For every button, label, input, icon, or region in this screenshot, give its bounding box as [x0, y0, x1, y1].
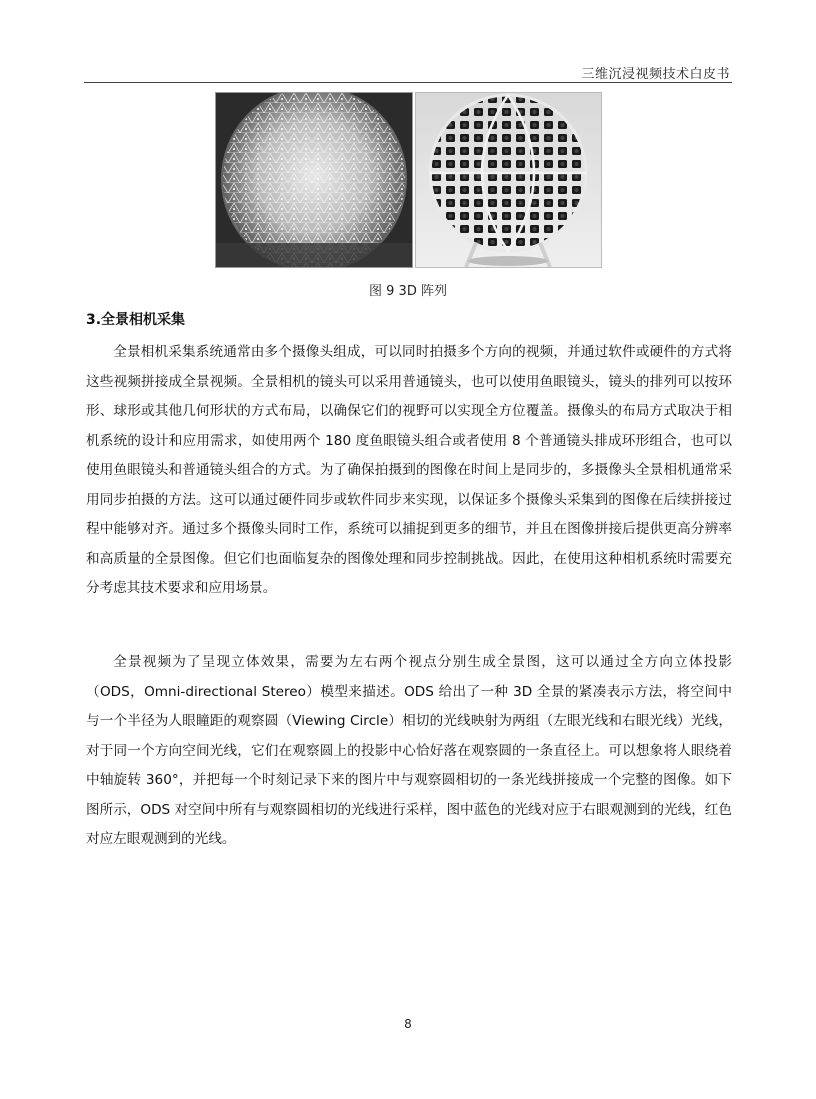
body-paragraph-2: 全景视频为了呈现立体效果，需要为左右两个视点分别生成全景图，这可以通过全方向立体投影（ODS，Omni-directional Stereo）模型来描述。ODS 给出了一种 3D 全景的紧凑表示方法，将空间中与一个半径为人眼瞳距的观察圆（Viewing Circle）相切的光线映射为两组（左眼光线和右眼光线）光线，对于同一个方向空间光线，它们在观察圆上的投影中心恰好落在观察圆的一条直径上。可以想象将人眼绕着中轴旋转 360°，并把每一个时刻记录下来的图片中与观察圆相切的一条光线拼接成一个完整的图像。如下图所示，ODS 对空间中所有与观察圆相切的光线进行采样，图中蓝色的光线对应于右眼观测到的光线，红色对应左眼观测到的光线。 — [86, 654, 732, 847]
running-header-title: 三维沉浸视频技术白皮书 — [581, 67, 730, 82]
page-number: 8 — [404, 1017, 412, 1031]
body-paragraph-1: 全景相机采集系统通常由多个摄像头组成，可以同时拍摄多个方向的视频，并通过软件或硬件的方式将这些视频拼接成全景视频。全景相机的镜头可以采用普通镜头，也可以使用鱼眼镜头，镜头的排列可以按环形、球形或其他几何形状的方式布局，以确保它们的视野可以实现全方位覆盖。摄像头的布局方式取决于相机系统的设计和应用需求，如使用两个 180 度鱼眼镜头组合或者使用 8 个普通镜头排成环形组合，也可以使用鱼眼镜头和普通镜头组合的方式。为了确保拍摄到的图像在时间上是同步的，多摄像头全景相机通常采用同步拍摄的方法。这可以通过硬件同步或软件同步来实现，以保证多个摄像头采集到的图像在后续拼接过程中能够对齐。通过多个摄像头同时工作，系统可以捕捉到更多的细节，并且在图像拼接后提供更高分辨率和高质量的全景图像。但它们也面临复杂的图像处理和同步控制挑战。因此，在使用这种相机系统时需要充分考虑其技术要求和应用场景。 — [86, 344, 732, 596]
figure-caption: 图 9 3D 阵列 — [369, 284, 447, 299]
header-divider — [84, 82, 732, 83]
spherical-camera-rig-photo — [415, 92, 602, 268]
geodesic-dome-led-array-photo — [215, 92, 413, 268]
section-heading: 3.全景相机采集 — [86, 312, 186, 328]
